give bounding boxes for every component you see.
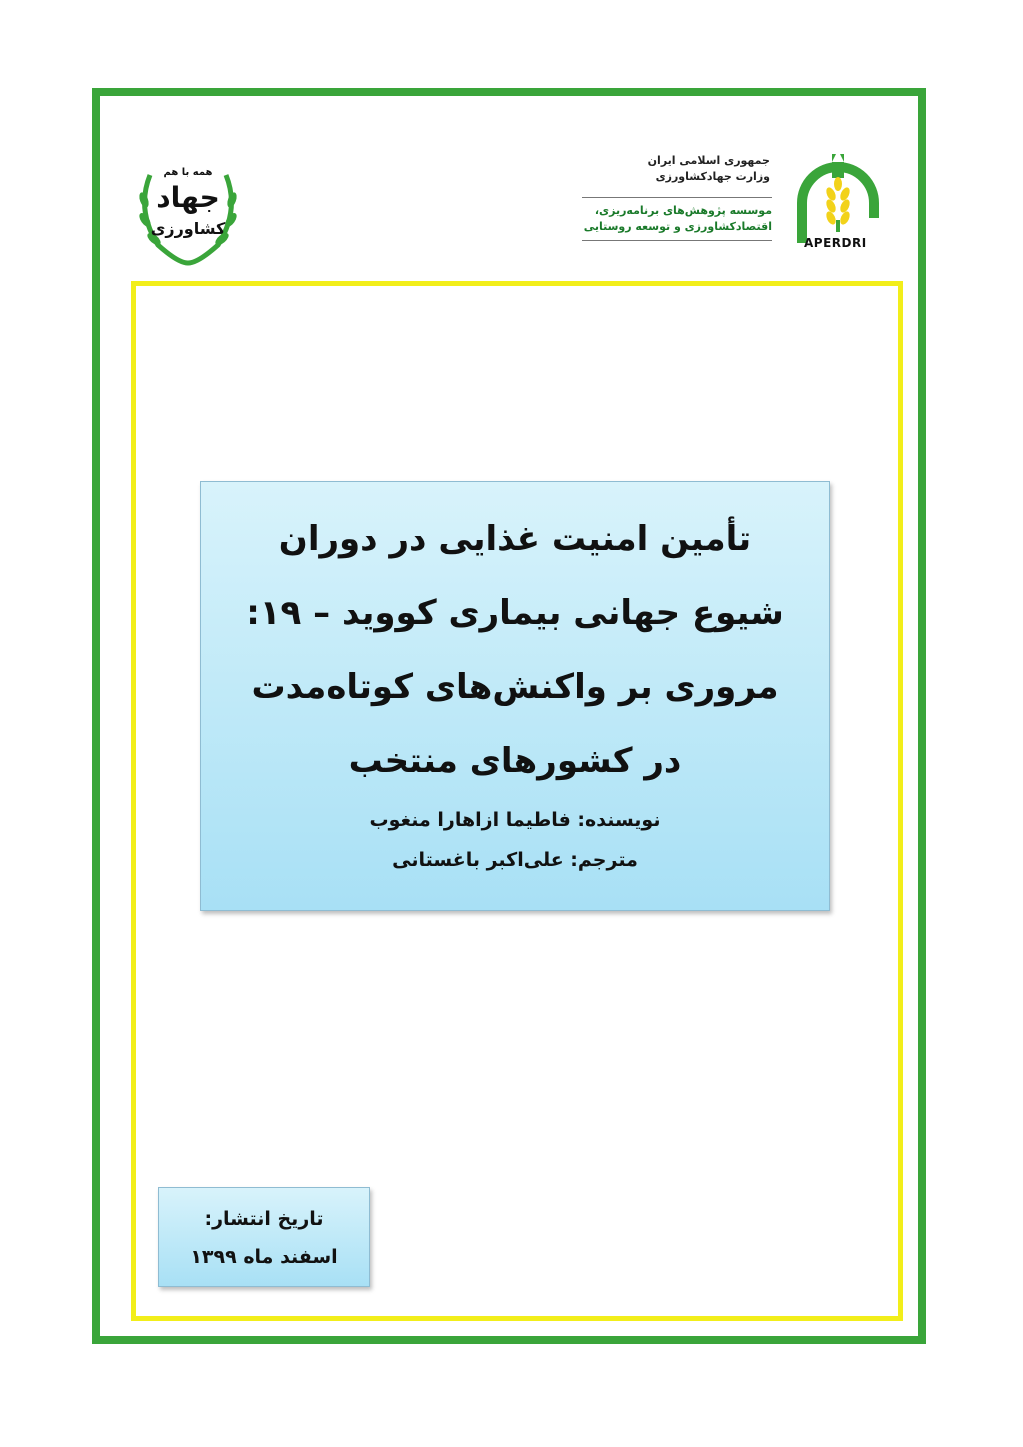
publication-date-box <box>158 1187 370 1287</box>
institute-line-2: اقتصادکشاورزی و توسعه روستایی <box>583 220 772 233</box>
credits <box>201 800 829 880</box>
title-line-3: مروری بر واکنش‌های کوتاه‌مدت <box>251 667 779 707</box>
jahad-logo-top-text: همه با هم <box>163 167 213 178</box>
ministry-line-1: جمهوری اسلامی ایران <box>647 154 770 167</box>
institute-heading <box>580 203 772 235</box>
title-box <box>200 481 830 911</box>
jahad-logo-sub-text: کشاورزی <box>150 219 226 238</box>
ministry-heading <box>600 153 770 185</box>
title-line-1: تأمین امنیت غذایی در دوران <box>278 519 752 559</box>
aperdri-label: APERDRI <box>804 236 867 250</box>
publication-date-value: اسفند ماه ۱۳۹۹ <box>190 1246 338 1268</box>
institute-line-1: موسسه پژوهش‌های برنامه‌ریزی، <box>594 204 772 217</box>
title-line-2: شیوع جهانی بیماری کووید – ۱۹: <box>246 593 784 633</box>
report-title <box>201 502 829 798</box>
header-rule-top <box>582 197 772 198</box>
header-rule-bottom <box>582 240 772 241</box>
title-line-4: در کشورهای منتخب <box>348 741 682 781</box>
jahad-keshavarzi-logo <box>128 145 248 270</box>
publication-date-label: تاریخ انتشار: <box>204 1208 324 1230</box>
ministry-line-2: وزارت جهادکشاورزی <box>655 170 770 183</box>
author-credit: نویسنده: فاطیما ازاهارا منغوب <box>369 809 661 831</box>
translator-credit: مترجم: علی‌اکبر باغستانی <box>392 849 638 871</box>
jahad-logo-main-text: جهاد <box>156 181 220 214</box>
